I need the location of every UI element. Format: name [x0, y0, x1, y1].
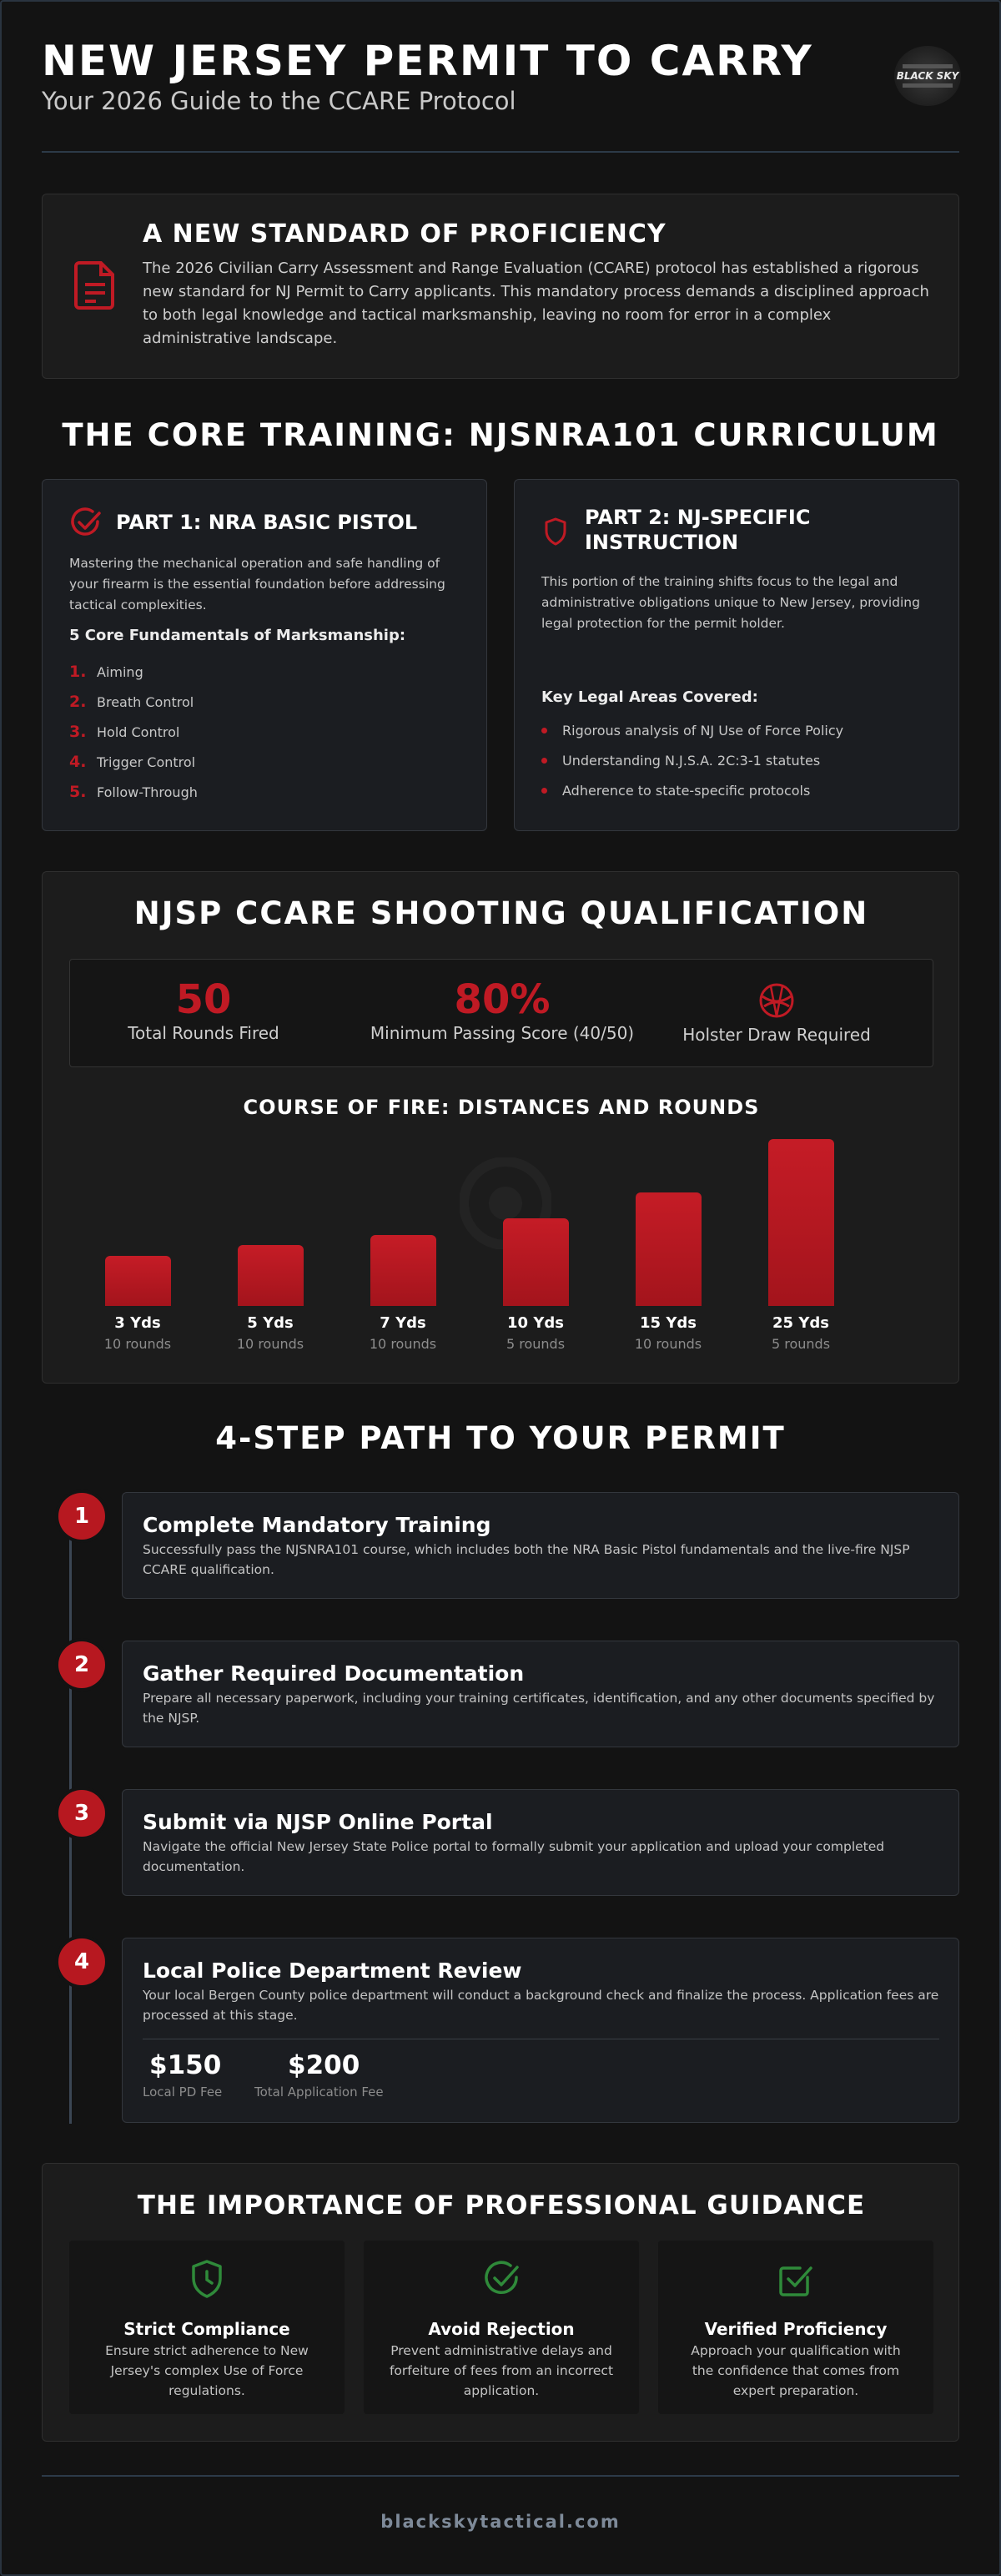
part2-list-heading: Key Legal Areas Covered:: [541, 688, 758, 706]
document-icon: [74, 260, 116, 310]
list-item: 2. Breath Control: [69, 693, 194, 711]
holster-label: Holster Draw Required: [682, 1025, 871, 1045]
part2-card: [514, 479, 959, 831]
part1-title: PART 1: NRA BASIC PISTOL: [116, 511, 418, 534]
header-divider: [42, 151, 959, 153]
chart-x-label: 15 Yds: [640, 1314, 697, 1332]
step-1-text: Successfully pass the NJSNRA101 course, which includes both the NRA Basic Pistol fundamentals and the live-fire NJSP CCARE qualification.: [143, 1542, 910, 1577]
intro-text: The 2026 Civilian Carry Assessment and Range Evaluation (CCARE) protocol has established a rigorous new standard for NJ Permit to Carry applicants. This mandatory process demands a disciplined approach to both legal knowledge and tactical marksmanship, leaving no room for error in a complex administrative landscape.: [143, 260, 929, 347]
chart-rounds-label: 5 rounds: [506, 1336, 566, 1352]
rounds-label: Total Rounds Fired: [128, 1023, 279, 1043]
list-item: 3. Hold Control: [69, 723, 180, 741]
chart-x-label: 25 Yds: [772, 1314, 829, 1332]
guidance-card: [42, 2163, 959, 2442]
rounds-stat: 50: [175, 976, 232, 1023]
step-1-card: [122, 1492, 959, 1599]
chart-bar: [370, 1235, 436, 1306]
guidance-card-text: Approach your qualification with the confidence that comes from expert preparation.: [691, 2343, 901, 2398]
intro-title: A NEW STANDARD OF PROFICIENCY: [143, 219, 666, 249]
chart-bar: [636, 1192, 702, 1306]
footer-site-link[interactable]: blackskytactical.com: [380, 2512, 621, 2532]
step-2-card: [122, 1641, 959, 1747]
step-3-card: [122, 1789, 959, 1896]
part1-card: [42, 479, 487, 831]
list-item: Adherence to state-specific protocols: [541, 775, 843, 805]
total-fee-amount: $200: [288, 2050, 360, 2080]
step-3-title: Submit via NJSP Online Portal: [143, 1810, 493, 1834]
local-pd-fee-amount: $150: [149, 2050, 222, 2080]
shield-clock-icon: [189, 2259, 225, 2299]
chart-bar: [238, 1245, 304, 1306]
chart-bar: [105, 1256, 171, 1306]
intro-card: [42, 194, 959, 379]
step-2-text: Prepare all necessary paperwork, including your training certificates, identification, and any other documents specified by the NJSP.: [143, 1691, 935, 1726]
fundamentals-list: [69, 657, 198, 807]
chart-x-label: 5 Yds: [247, 1314, 294, 1332]
part2-title: PART 2: NJ-SPECIFIC INSTRUCTION: [585, 506, 811, 554]
guidance-card-title: Avoid Rejection: [428, 2319, 575, 2339]
legal-areas-list: [541, 715, 843, 805]
guidance-card-text: Ensure strict adherence to New Jersey's complex Use of Force regulations.: [105, 2343, 309, 2398]
chart-x-label: 3 Yds: [114, 1314, 161, 1332]
chart-rounds-label: 5 rounds: [771, 1336, 831, 1352]
guidance-card-title: Strict Compliance: [123, 2319, 290, 2339]
local-pd-fee-label: Local PD Fee: [143, 2084, 223, 2100]
step-2-badge: 2: [58, 1641, 105, 1688]
chart-rounds-label: 10 rounds: [236, 1336, 304, 1352]
check-circle-icon: [483, 2259, 520, 2299]
chart-x-label: 10 Yds: [507, 1314, 564, 1332]
total-fee-label: Total Application Fee: [254, 2084, 384, 2100]
guidance-card-proficiency: [658, 2241, 933, 2414]
step-2-title: Gather Required Documentation: [143, 1661, 525, 1686]
page-subtitle: Your 2026 Guide to the CCARE Protocol: [42, 87, 516, 115]
guidance-card-rejection: [364, 2241, 639, 2414]
guidance-title: THE IMPORTANCE OF PROFESSIONAL GUIDANCE: [137, 2190, 866, 2221]
step-1-title: Complete Mandatory Training: [143, 1513, 491, 1537]
step-4-text: Your local Bergen County police department will conduct a background check and finalize the process. Application fees are processed at this stage.: [143, 1988, 939, 2023]
chart-rounds-label: 10 rounds: [634, 1336, 702, 1352]
check-square-icon: [777, 2259, 814, 2299]
step-4-badge: 4: [58, 1938, 105, 1985]
part1-text: Mastering the mechanical operation and safe handling of your firearm is the essential foundation before addressing tactical complexities.: [69, 556, 445, 612]
footer-divider: [42, 2475, 959, 2477]
list-item: Rigorous analysis of NJ Use of Force Policy: [541, 715, 843, 745]
chart-rounds-label: 10 rounds: [369, 1336, 437, 1352]
qualification-title: NJSP CCARE SHOOTING QUALIFICATION: [133, 895, 869, 931]
chart-bar: [503, 1218, 569, 1306]
chart-x-label: 7 Yds: [380, 1314, 426, 1332]
score-label: Minimum Passing Score (40/50): [370, 1023, 635, 1043]
list-item: 4. Trigger Control: [69, 753, 196, 771]
guidance-card-title: Verified Proficiency: [704, 2319, 888, 2339]
qualification-card: [42, 871, 959, 1384]
core-training-title: THE CORE TRAINING: NJSNRA101 CURRICULUM: [62, 417, 939, 453]
part2-text: This portion of the training shifts focus to the legal and administrative obligations unique to New Jersey, providing legal protection for the permit holder.: [541, 574, 920, 631]
list-item: 1. Aiming: [69, 663, 143, 681]
score-stat: 80%: [454, 976, 551, 1023]
step-4-title: Local Police Department Review: [143, 1958, 522, 1983]
target-icon: [757, 981, 796, 1020]
stats-box: [69, 959, 933, 1067]
check-circle-icon: [69, 507, 103, 540]
step-3-text: Navigate the official New Jersey State Police portal to formally submit your application and upload your completed documentation.: [143, 1839, 885, 1874]
step-1-badge: 1: [58, 1493, 105, 1540]
shield-icon: [543, 517, 568, 547]
guidance-card-compliance: [69, 2241, 345, 2414]
steps-title: 4-STEP PATH TO YOUR PERMIT: [215, 1420, 786, 1456]
chart-rounds-label: 10 rounds: [103, 1336, 172, 1352]
step-4-card: [122, 1938, 959, 2123]
page-title: NEW JERSEY PERMIT TO CARRY: [42, 37, 813, 85]
chart-title: COURSE OF FIRE: DISTANCES AND ROUNDS: [243, 1096, 760, 1119]
guidance-card-text: Prevent administrative delays and forfeiture of fees from an incorrect application.: [389, 2343, 614, 2398]
part1-list-heading: 5 Core Fundamentals of Marksmanship:: [69, 627, 406, 644]
logo-text: BLACK SKY: [896, 70, 959, 82]
brand-logo[interactable]: [894, 46, 961, 106]
list-item: 5. Follow-Through: [69, 783, 198, 801]
step-3-badge: 3: [58, 1790, 105, 1837]
chart-bar: [768, 1139, 834, 1306]
list-item: Understanding N.J.S.A. 2C:3-1 statutes: [541, 745, 843, 775]
